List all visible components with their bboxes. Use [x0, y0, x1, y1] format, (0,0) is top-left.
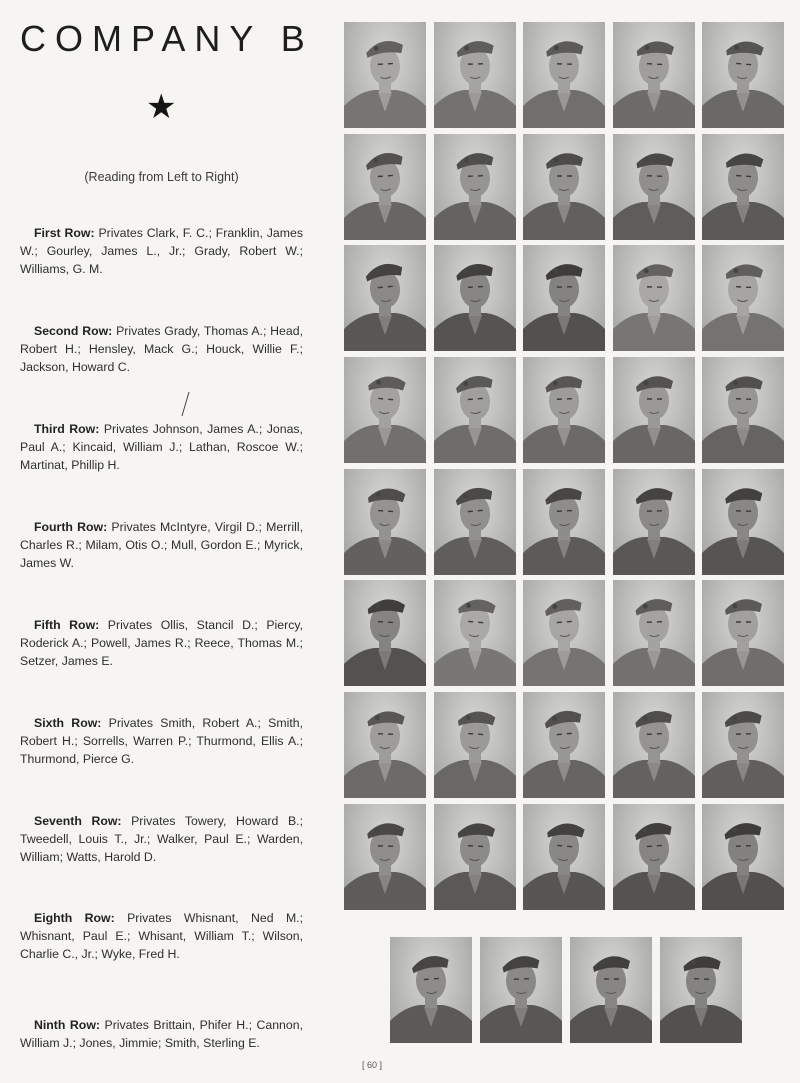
row-label: Ninth Row: — [34, 1018, 100, 1032]
soldier-portrait — [613, 469, 695, 575]
soldier-portrait — [613, 804, 695, 910]
soldier-portrait — [523, 692, 605, 798]
soldier-portrait — [702, 245, 784, 351]
soldier-portrait — [344, 692, 426, 798]
soldier-portrait — [613, 580, 695, 686]
row-caption — [20, 812, 303, 866]
soldier-portrait — [344, 357, 426, 463]
soldier-portrait — [523, 469, 605, 575]
row-caption — [20, 518, 303, 572]
row-label: Seventh Row: — [34, 814, 122, 828]
page-title: COMPANY B — [20, 18, 314, 59]
soldier-portrait — [570, 937, 652, 1043]
soldier-portrait — [434, 580, 516, 686]
soldier-portrait — [613, 357, 695, 463]
soldier-portrait — [344, 469, 426, 575]
soldier-portrait — [660, 937, 742, 1043]
portrait-grid — [344, 22, 784, 916]
soldier-portrait — [613, 692, 695, 798]
row-label: Fourth Row: — [34, 520, 108, 534]
soldier-portrait — [702, 22, 784, 128]
soldier-portrait — [480, 937, 562, 1043]
soldier-portrait — [702, 357, 784, 463]
row-caption — [20, 909, 303, 963]
row-label: Second Row: — [34, 324, 113, 338]
row-label: Third Row: — [34, 422, 100, 436]
soldier-portrait — [702, 580, 784, 686]
soldier-portrait — [344, 22, 426, 128]
soldier-portrait — [434, 692, 516, 798]
row-names: Privates Smith, Robert A.; Smith, Robert H.; Sorrells, Warren P.; Thurmond, Ellis A.; Thurmond, Pierce G. — [20, 716, 303, 766]
row-names: Privates Clark, F. C.; Franklin, James W.; Gourley, James L., Jr.; Grady, Robert W.; Williams, G. M. — [20, 226, 303, 276]
soldier-portrait — [613, 22, 695, 128]
soldier-portrait — [702, 134, 784, 240]
soldier-portrait — [434, 357, 516, 463]
reading-direction-note: (Reading from Left to Right) — [84, 170, 239, 184]
row-label: Fifth Row: — [34, 618, 100, 632]
soldier-portrait — [434, 469, 516, 575]
soldier-portrait — [523, 134, 605, 240]
soldier-portrait — [523, 804, 605, 910]
row-names: Privates McIntyre, Virgil D.; Merrill, Charles R.; Milam, Otis O.; Mull, Gordon E.; Myrick, James W. — [20, 520, 303, 570]
soldier-portrait — [523, 357, 605, 463]
soldier-portrait — [344, 580, 426, 686]
row-names: Privates Whisnant, Ned M.; Whisnant, Paul E.; Whisant, William T.; Wilson, Charlie C., Jr.; Wyke, Fred H. — [20, 911, 304, 961]
row-caption — [20, 616, 303, 670]
portrait-row-bottom — [390, 937, 742, 1043]
row-label: Sixth Row: — [34, 716, 102, 730]
row-caption — [20, 322, 303, 376]
row-label: First Row: — [34, 226, 95, 240]
pen-mark — [178, 390, 192, 418]
row-label: Eighth Row: — [34, 911, 115, 925]
star-icon: ★ — [146, 88, 177, 126]
row-caption — [20, 1016, 303, 1052]
row-caption — [20, 224, 303, 278]
soldier-portrait — [344, 804, 426, 910]
row-names: Privates Brittain, Phifer H.; Cannon, William J.; Jones, Jimmie; Smith, Sterling E. — [20, 1018, 303, 1050]
row-caption — [20, 420, 303, 474]
row-names: Privates Towery, Howard B.; Tweedell, Louis T., Jr.; Walker, Paul E.; Warden, William; Watts, Harold D. — [20, 814, 303, 864]
soldier-portrait — [702, 804, 784, 910]
soldier-portrait — [434, 134, 516, 240]
row-caption — [20, 714, 303, 768]
soldier-portrait — [523, 245, 605, 351]
soldier-portrait — [702, 692, 784, 798]
soldier-portrait — [434, 22, 516, 128]
row-names: Privates Ollis, Stancil D.; Piercy, Roderick A.; Powell, James R.; Reece, Thomas M.; Setzer, James E. — [20, 618, 303, 668]
soldier-portrait — [390, 937, 472, 1043]
row-names: Privates Grady, Thomas A.; Head, Robert H.; Hensley, Mack G.; Houck, Willie F.; Jackson, Howard C. — [20, 324, 303, 374]
soldier-portrait — [613, 134, 695, 240]
row-names: Privates Johnson, James A.; Jonas, Paul A.; Kincaid, William J.; Lathan, Roscoe W.; Martinat, Phillip H. — [20, 422, 303, 472]
soldier-portrait — [434, 245, 516, 351]
soldier-portrait — [344, 134, 426, 240]
soldier-portrait — [523, 580, 605, 686]
page-number: [ 60 ] — [361, 1060, 382, 1070]
soldier-portrait — [613, 245, 695, 351]
soldier-portrait — [523, 22, 605, 128]
soldier-portrait — [344, 245, 426, 351]
soldier-portrait — [434, 804, 516, 910]
soldier-portrait — [702, 469, 784, 575]
